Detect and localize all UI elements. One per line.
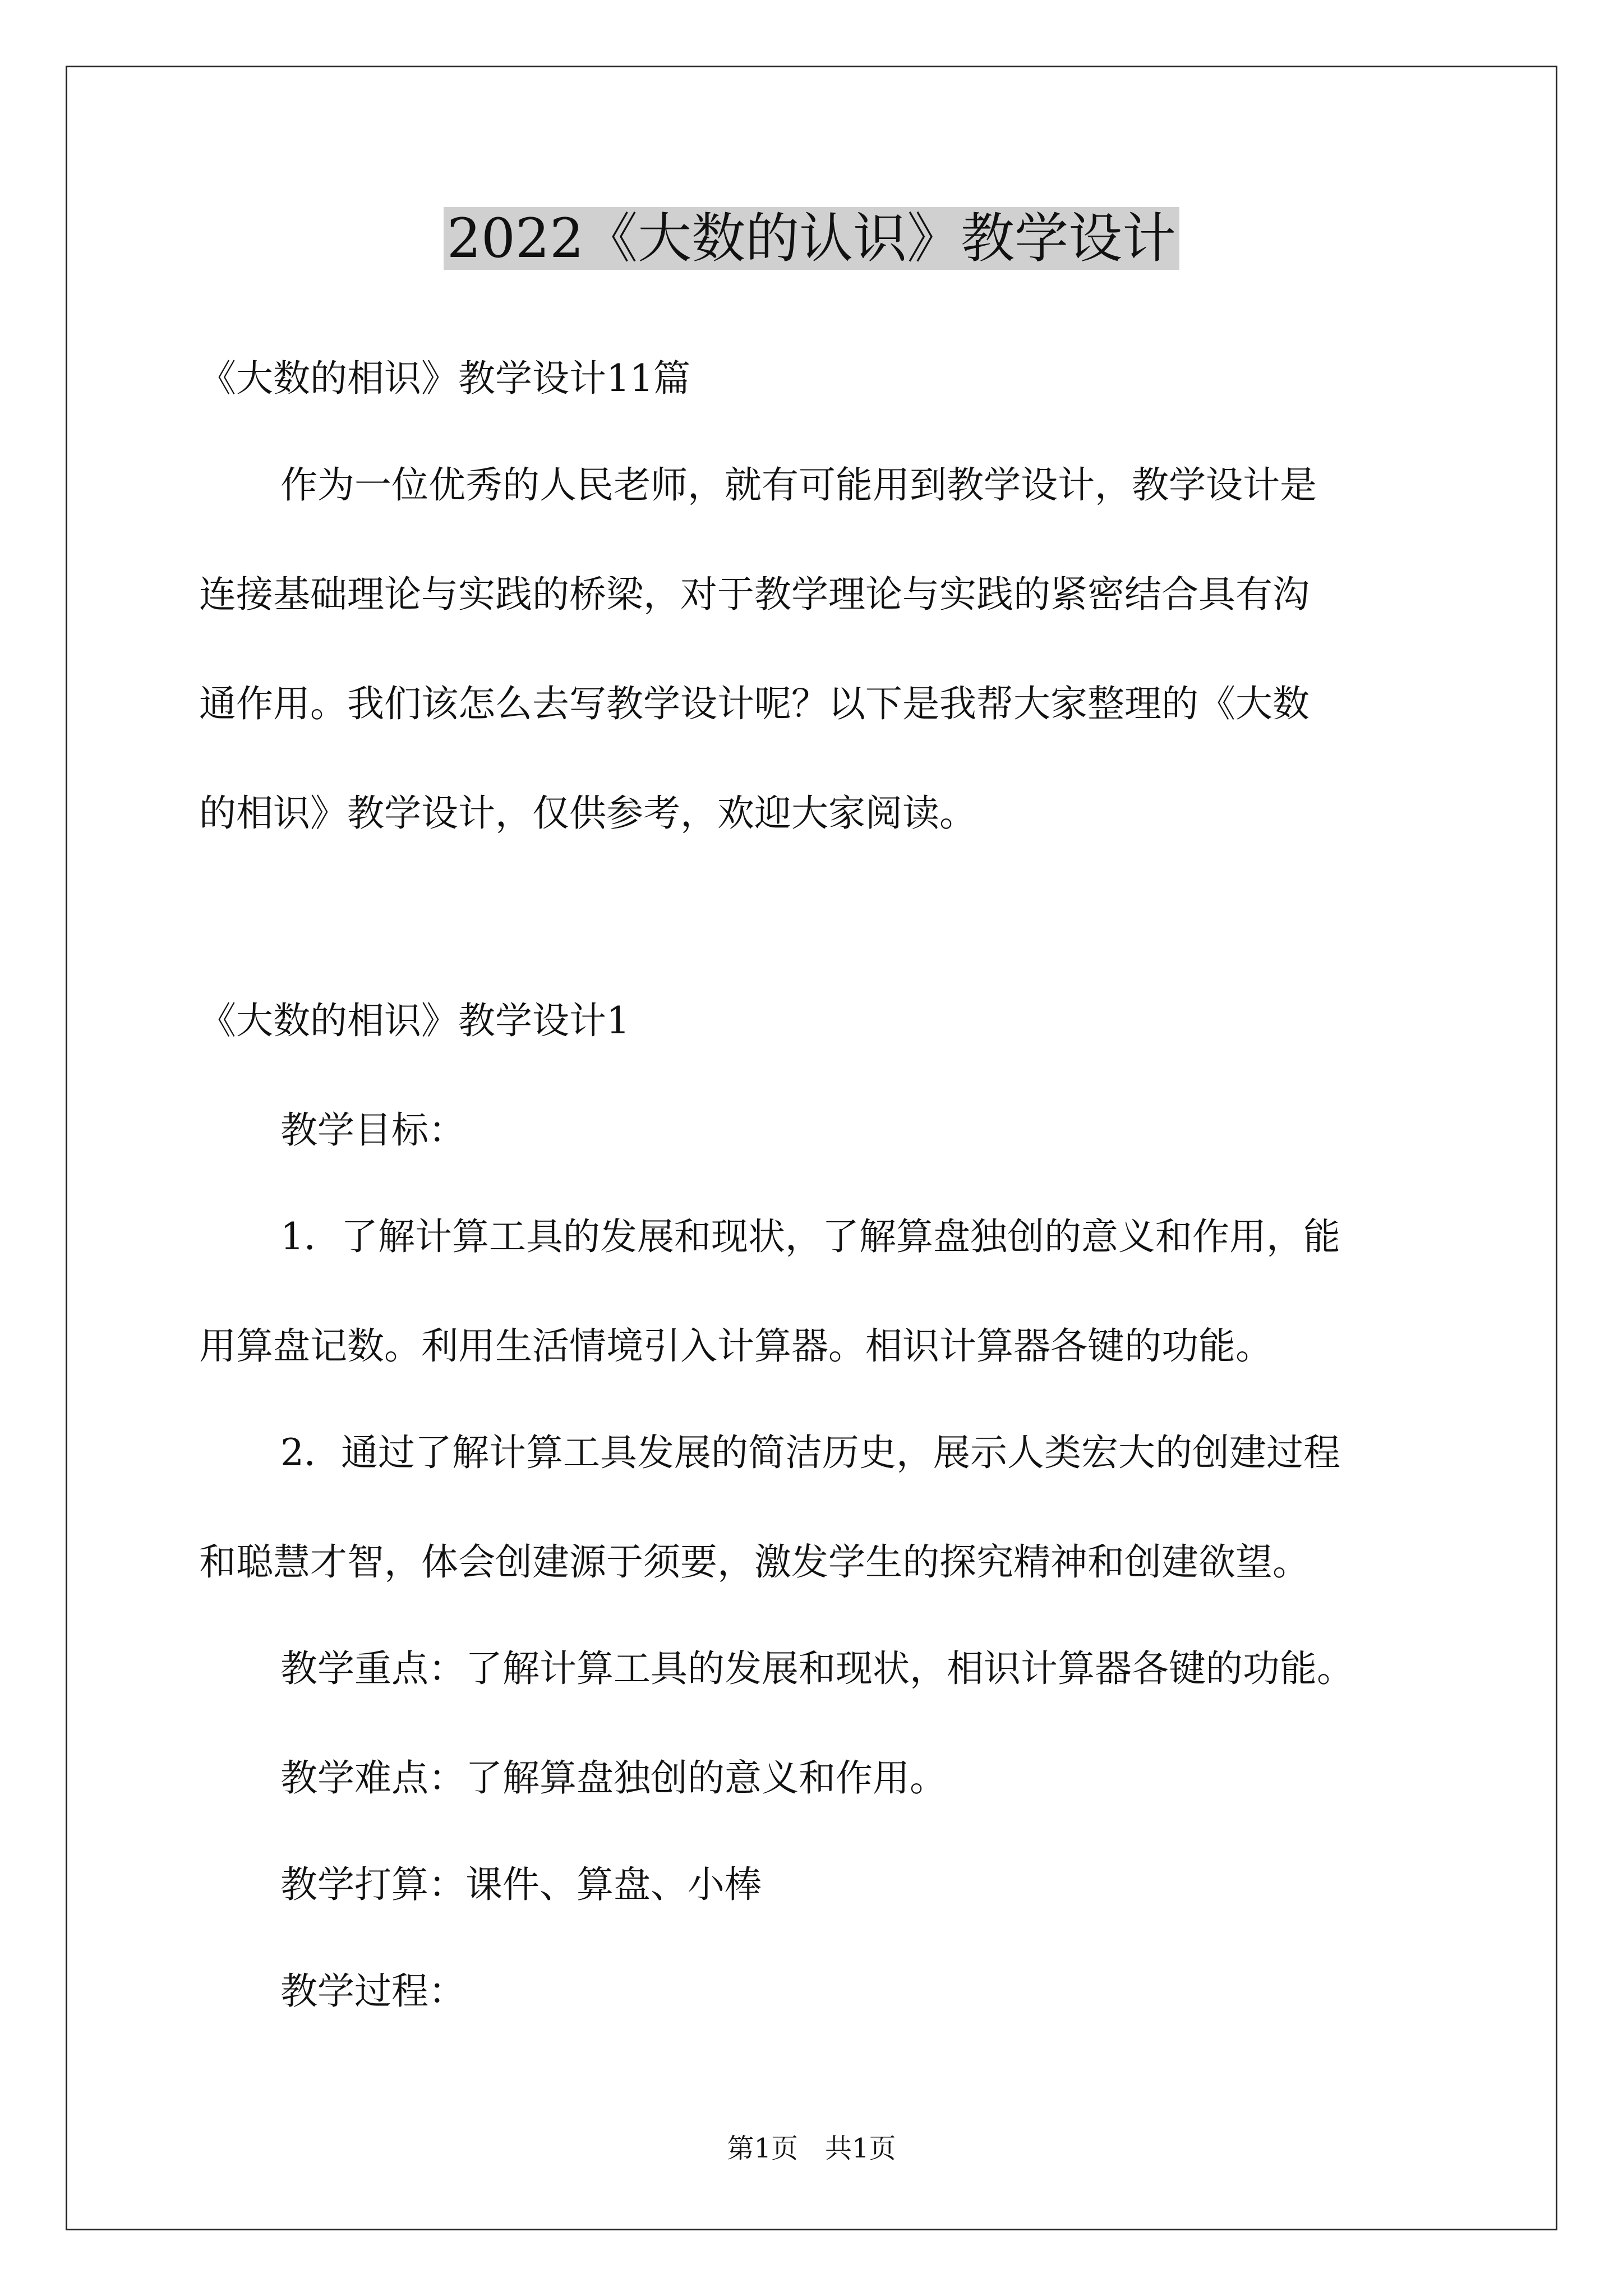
objective-2-line-1: 2．通过了解计算工具发展的简洁历史，展示人类宏大的创建过程	[280, 1431, 1340, 1474]
intro-line-2: 连接基础理论与实践的桥梁，对于教学理论与实践的紧密结合具有沟	[199, 573, 1310, 616]
difficulty-line: 教学难点：了解算盘独创的意义和作用。	[280, 1756, 947, 1800]
objective-1-line-2: 用算盘记数。利用生活情境引入计算器。相识计算器各键的功能。	[199, 1324, 1272, 1368]
intro-line-1: 作为一位优秀的人民老师，就有可能用到教学设计，教学设计是	[280, 463, 1317, 507]
document-title-text: 2022《大数的认识》教学设计	[444, 207, 1179, 270]
section-heading: 《大数的相识》教学设计1	[199, 999, 630, 1042]
objectives-heading: 教学目标：	[280, 1108, 465, 1152]
intro-line-3: 通作用。我们该怎么去写教学设计呢？以下是我帮大家整理的《大数	[199, 682, 1310, 725]
subtitle-line: 《大数的相识》教学设计11篇	[199, 357, 690, 400]
objective-1-line-1: 1．了解计算工具的发展和现状，了解算盘独创的意义和作用，能	[280, 1215, 1340, 1258]
key-point-line: 教学重点：了解计算工具的发展和现状，相识计算器各键的功能。	[280, 1647, 1354, 1690]
intro-line-4: 的相识》教学设计，仅供参考，欢迎大家阅读。	[199, 792, 976, 835]
process-heading: 教学过程：	[280, 1970, 465, 2013]
document-title	[0, 199, 1623, 278]
objective-2-line-2: 和聪慧才智，体会创建源于须要，激发学生的探究精神和创建欲望。	[199, 1540, 1310, 1584]
preparation-line: 教学打算：课件、算盘、小棒	[280, 1863, 762, 1906]
page-footer: 第1页 共1页	[727, 2133, 896, 2164]
